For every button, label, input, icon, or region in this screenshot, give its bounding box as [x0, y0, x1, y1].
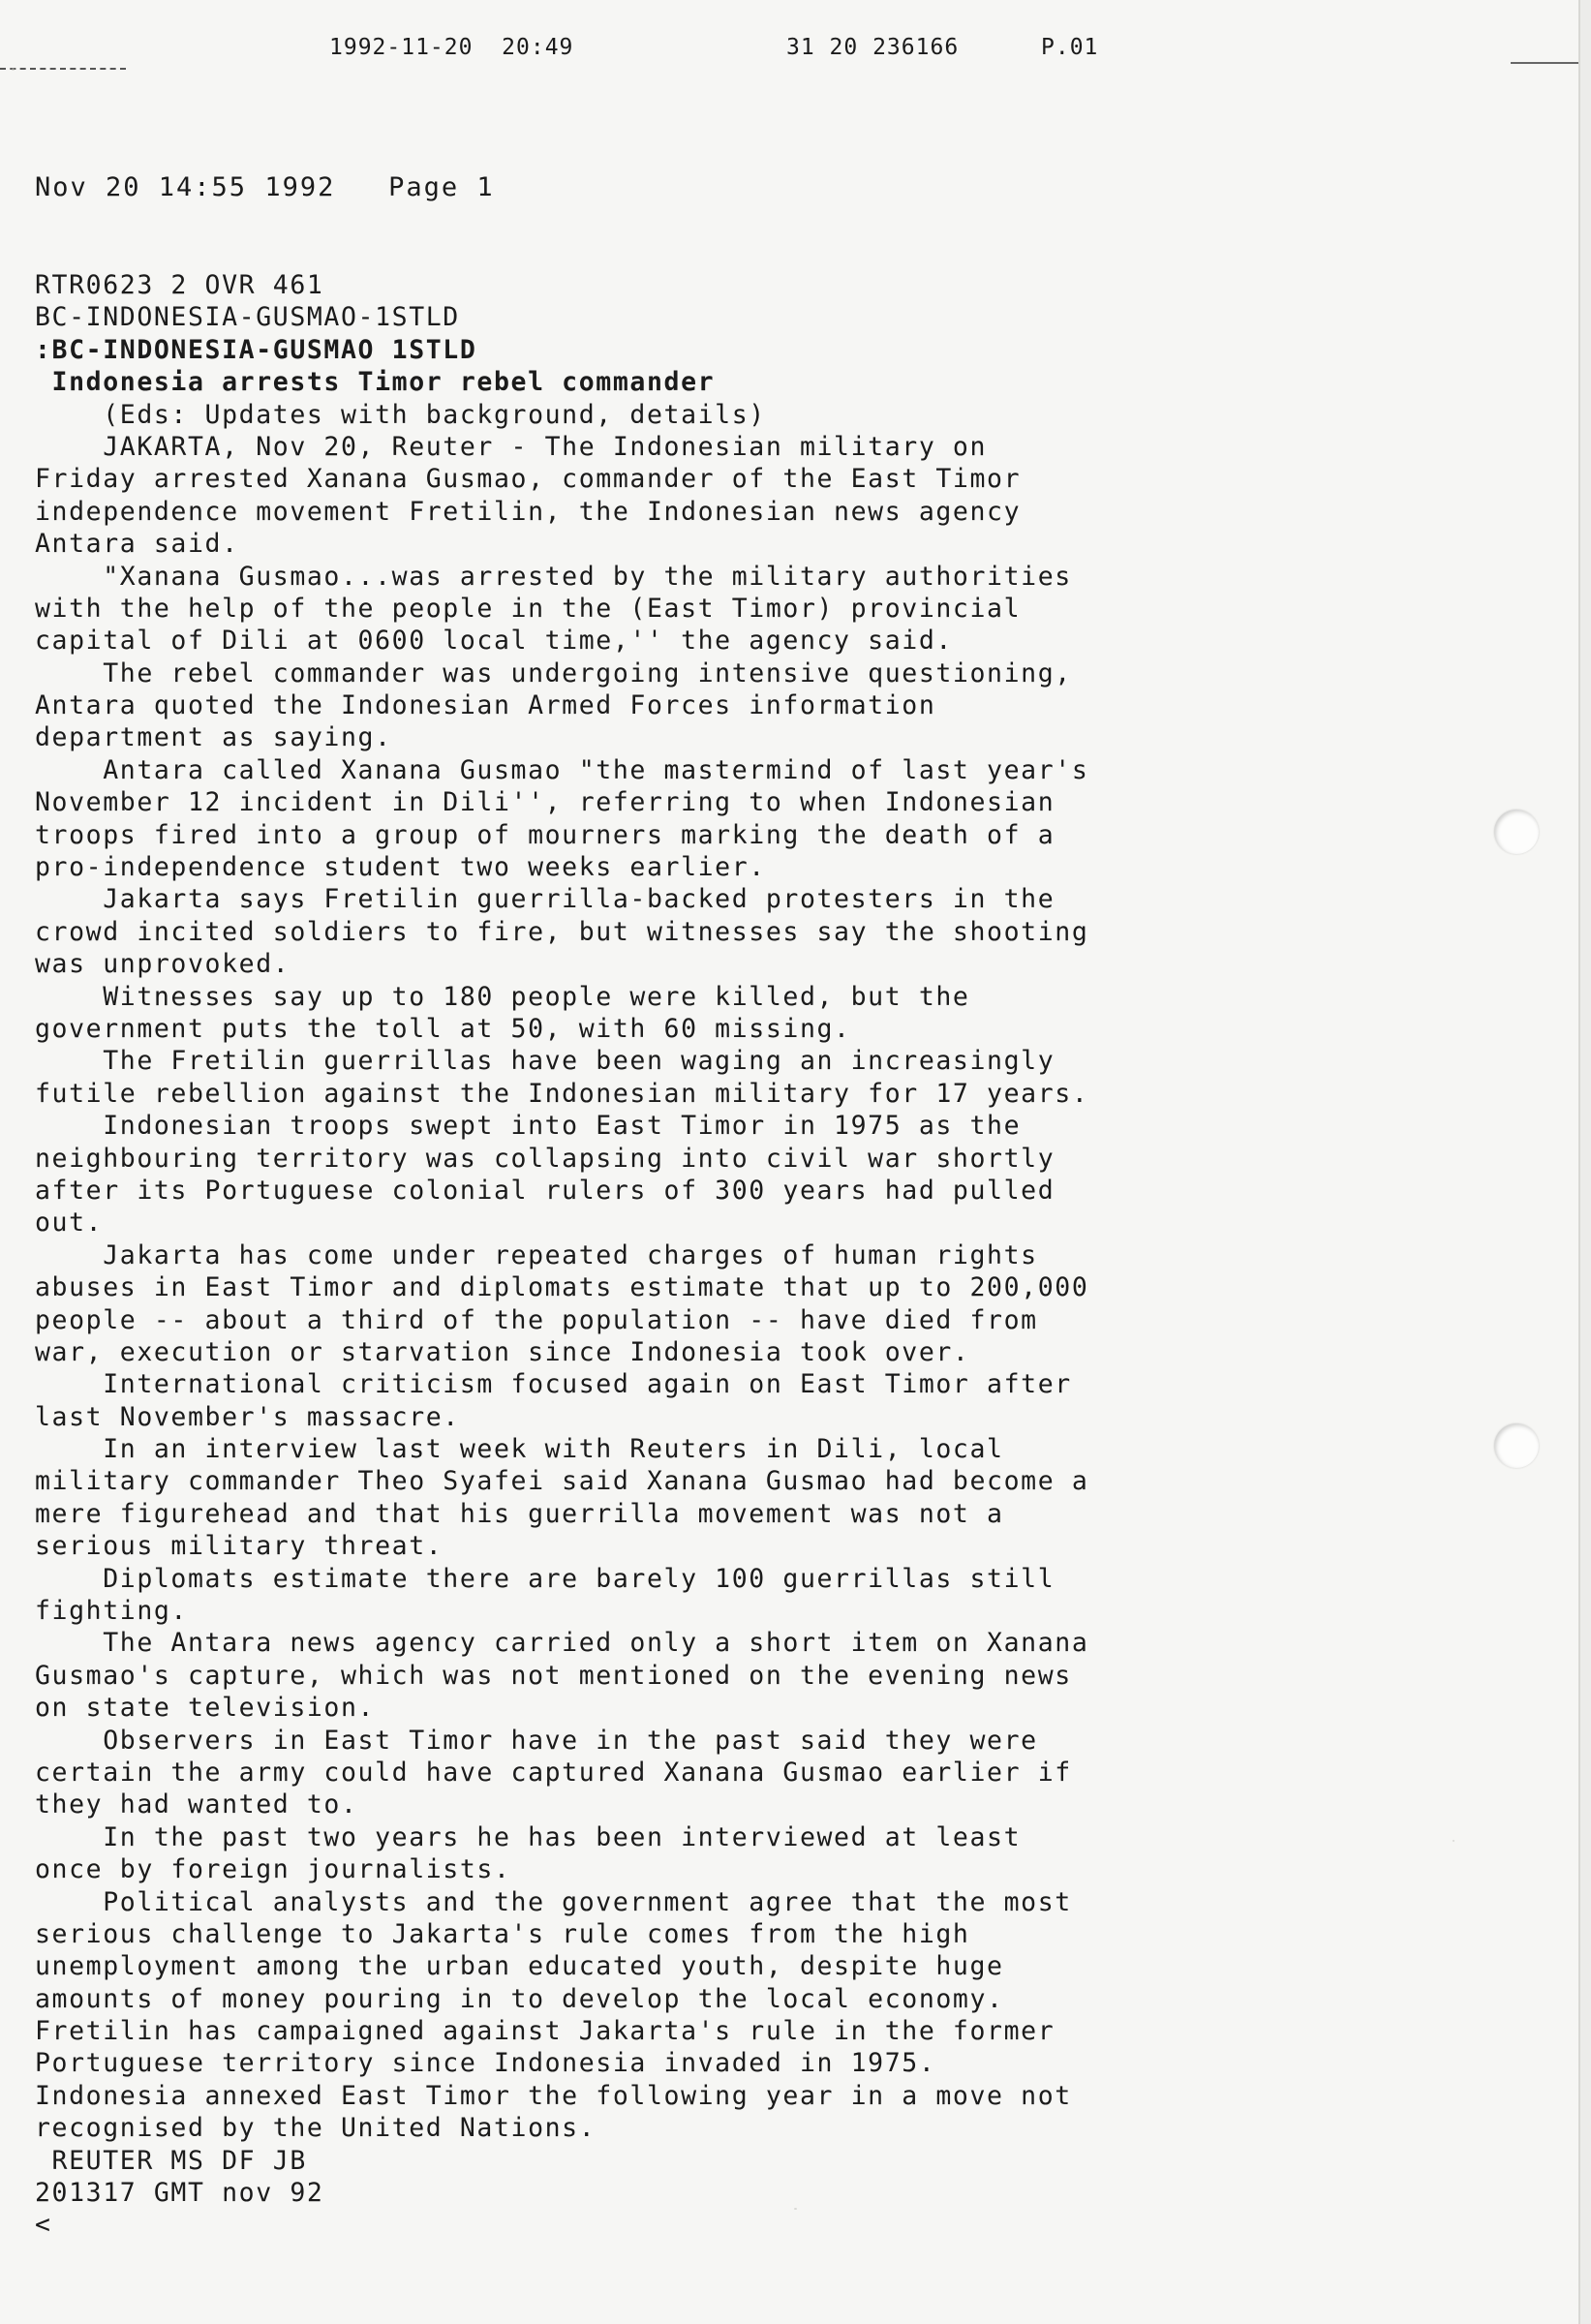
- text-line: (Eds: Updates with background, details): [35, 399, 766, 430]
- text-line: Friday arrested Xanana Gusmao, commander of the East Timor: [35, 464, 1022, 495]
- text-line: Antara quoted the Indonesian Armed Forces information: [35, 690, 936, 721]
- text-line: certain the army could have captured Xanana Gusmao earlier if: [35, 1757, 1072, 1788]
- fax-transmission-header: [0, 33, 1578, 72]
- text-line: Indonesia annexed East Timor the following year in a move not: [35, 2080, 1072, 2111]
- fax-number: 31 20 236166: [786, 35, 960, 60]
- text-line: military commander Theo Syafei said Xanana Gusmao had become a: [35, 1466, 1089, 1497]
- text-line: Fretilin has campaigned against Jakarta's rule in the former: [35, 2016, 1056, 2047]
- text-line: crowd incited soldiers to fire, but witnesses say the shooting: [35, 916, 1089, 947]
- text-line: Political analysts and the government agree that the most: [35, 1886, 1072, 1917]
- text-line: BC-INDONESIA-GUSMAO-1STLD: [35, 302, 460, 333]
- text-line: department as saying.: [35, 722, 392, 753]
- text-line: out.: [35, 1208, 104, 1238]
- text-line: independence movement Fretilin, the Indonesian news agency: [35, 496, 1022, 527]
- text-line: Indonesian troops swept into East Timor in 1975 as the: [35, 1111, 1022, 1142]
- text-line: Indonesia arrests Timor rebel commander: [35, 367, 716, 398]
- text-line: Jakarta has come under repeated charges of human rights: [35, 1239, 1038, 1270]
- text-line: 201317 GMT nov 92: [35, 2178, 324, 2209]
- text-line: The Fretilin guerrillas have been waging an increasingly: [35, 1046, 1056, 1077]
- text-line: In the past two years he has been interviewed at least: [35, 1821, 1022, 1852]
- text-line: recognised by the United Nations.: [35, 2113, 597, 2144]
- text-line: they had wanted to.: [35, 1789, 358, 1820]
- scan-speck: [1453, 1840, 1454, 1842]
- punch-hole: [1494, 810, 1539, 854]
- text-line: unemployment among the urban educated youth, despite huge: [35, 1951, 1004, 1982]
- text-line: capital of Dili at 0600 local time,'' the agency said.: [35, 626, 953, 657]
- header-rule-left: [0, 68, 126, 70]
- text-line: on state television.: [35, 1693, 376, 1724]
- text-line: after its Portuguese colonial rulers of 300 years had pulled: [35, 1175, 1056, 1206]
- text-line: In an interview last week with Reuters in Dili, local: [35, 1434, 1004, 1465]
- text-line: fighting.: [35, 1596, 188, 1627]
- text-line: troops fired into a group of mourners marking the death of a: [35, 819, 1056, 850]
- scan-speck: [12, 68, 15, 71]
- text-line: abuses in East Timor and diplomats estimate that up to 200,000: [35, 1272, 1089, 1303]
- text-line: Diplomats estimate there are barely 100 guerrillas still: [35, 1563, 1056, 1594]
- text-line: <: [35, 2210, 52, 2241]
- text-line: Portuguese territory since Indonesia invaded in 1975.: [35, 2048, 936, 2079]
- text-line: Antara called Xanana Gusmao "the mastermind of last year's: [35, 754, 1089, 785]
- punch-hole: [1494, 1423, 1539, 1468]
- scan-speck: [794, 2208, 797, 2210]
- text-line: futile rebellion against the Indonesian military for 17 years.: [35, 1078, 1089, 1109]
- text-line: REUTER MS DF JB: [35, 2145, 307, 2176]
- text-line: amounts of money pouring in to develop the local economy.: [35, 1983, 1004, 2014]
- text-line: JAKARTA, Nov 20, Reuter - The Indonesian military on: [35, 431, 988, 462]
- fax-page-number: P.01: [1041, 35, 1099, 60]
- text-line: people -- about a third of the population -- have died from: [35, 1304, 1038, 1335]
- text-line: Jakarta says Fretilin guerrilla-backed protesters in the: [35, 884, 1056, 915]
- text-line: with the help of the people in the (East Timor) provincial: [35, 593, 1022, 624]
- text-line: The rebel commander was undergoing intensive questioning,: [35, 657, 1072, 688]
- text-line: November 12 incident in Dili'', referring to when Indonesian: [35, 787, 1056, 818]
- text-line: serious military threat.: [35, 1531, 444, 1562]
- text-line: Gusmao's capture, which was not mentioned on the evening news: [35, 1660, 1072, 1691]
- text-line: war, execution or starvation since Indonesia took over.: [35, 1336, 970, 1367]
- text-line: Witnesses say up to 180 people were killed, but the: [35, 981, 970, 1012]
- text-line: neighbouring territory was collapsing into civil war shortly: [35, 1143, 1056, 1174]
- text-line: pro-independence student two weeks earlier.: [35, 852, 766, 883]
- text-line: Antara said.: [35, 529, 239, 560]
- text-line: serious challenge to Jakarta's rule comes from the high: [35, 1918, 970, 1949]
- text-line: Observers in East Timor have in the past said they were: [35, 1725, 1038, 1756]
- text-line: was unprovoked.: [35, 949, 291, 980]
- text-line: last November's massacre.: [35, 1401, 460, 1432]
- text-line: International criticism focused again on East Timor after: [35, 1369, 1072, 1400]
- text-line: government puts the toll at 50, with 60 missing.: [35, 1013, 851, 1044]
- text-line: The Antara news agency carried only a short item on Xanana: [35, 1628, 1089, 1659]
- fax-datetime: 1992-11-20 20:49: [329, 35, 574, 60]
- wire-story-body: [35, 269, 1526, 2242]
- text-line: :BC-INDONESIA-GUSMAO 1STLD: [35, 334, 477, 365]
- text-line: "Xanana Gusmao...was arrested by the military authorities: [35, 561, 1072, 592]
- header-rule-right: [1511, 62, 1578, 64]
- text-line: RTR0623 2 OVR 461: [35, 270, 324, 300]
- document-date-page-line: Nov 20 14:55 1992 Page 1: [35, 172, 495, 202]
- text-line: once by foreign journalists.: [35, 1854, 511, 1885]
- text-line: mere figurehead and that his guerrilla movement was not a: [35, 1498, 1004, 1529]
